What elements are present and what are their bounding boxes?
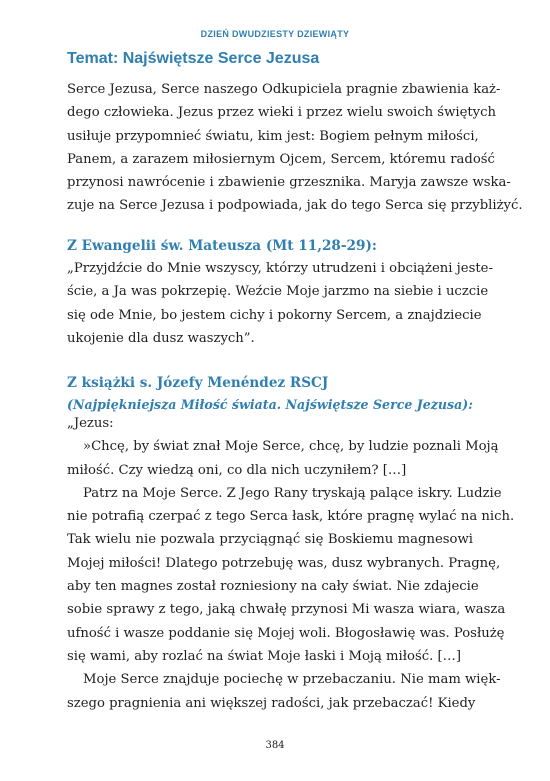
page-number: 384 — [265, 740, 285, 751]
text-line: Mojej miłości! Dlatego potrzebuję was, dusz wybranych. Pragnę, — [67, 555, 501, 571]
topic-title: Temat: Najświętsze Serce Jezusa — [67, 50, 320, 67]
text-line: Patrz na Moje Serce. Z Jego Rany tryskają palące iskry. Ludzie — [83, 485, 502, 501]
text-line: ukojenie dla dusz waszych”. — [67, 330, 255, 346]
text-line: Tak wielu nie pozwala przyciągnąć się Boskiemu magnesowi — [67, 532, 473, 548]
text-line: »Chcę, by świat znał Moje Serce, chcę, by ludzie poznali Moją — [83, 439, 499, 455]
text-line: dego człowieka. Jezus przez wieki i przez wielu swoich świętych — [67, 105, 497, 121]
text-line: usiłuje przypomnieć światu, kim jest: Bogiem pełnym miłości, — [67, 128, 479, 144]
text-line: ufność i wasze poddanie się Mojej woli. Błogosławię was. Posłużę — [67, 625, 505, 641]
text-line: Moje Serce znajduje pociechę w przebaczaniu. Nie mam więk- — [83, 672, 501, 688]
text-line: „Jezus: — [67, 416, 114, 431]
text-line: nie potrafią czerpać z tego Serca łask, które pragnę wylać na nich. — [67, 509, 515, 525]
book-heading: Z książki s. Józefy Menéndez RSCJ — [67, 375, 329, 391]
text-line: Panem, a zarazem miłosiernym Ojcem, Sercem, któremu radość — [67, 151, 495, 167]
text-line: się ode Mnie, bo jestem cichy i pokorny Sercem, a znajdziecie — [67, 307, 482, 323]
text-line: się wami, aby rozlać na świat Moje łaski i Moją miłość. […] — [67, 648, 461, 664]
text-line: ście, a Ja was pokrzepię. Weźcie Moje jarzmo na siebie i uczcie — [67, 284, 489, 300]
text-line: zuje na Serce Jezusa i podpowiada, jak do tego Serca się przybliżyć. — [67, 198, 523, 214]
text-line: „Przyjdźcie do Mnie wszyscy, którzy utrudzeni i obciążeni jeste- — [67, 261, 493, 276]
book-excerpt — [67, 412, 515, 715]
intro-paragraph — [67, 78, 523, 218]
text-line: szego pragnienia ani większej radości, jak przebaczać! Kiedy — [67, 695, 476, 711]
text-line: aby ten magnes został rozniesiony na cały świat. Nie zdajecie — [67, 579, 479, 595]
gospel-heading: Z Ewangelii św. Mateusza (Mt 11,28-29): — [67, 238, 377, 254]
gospel-quote — [67, 257, 493, 350]
text-line: Serce Jezusa, Serce naszego Odkupiciela pragnie zbawienia każ- — [67, 82, 501, 97]
book-subheading: (Najpiękniejsza Miłość świata. Najświętsze Serce Jezusa): — [67, 397, 473, 412]
text-line: sobie sprawy z tego, jaką chwałę przynosi Mi wasza wiara, wasza — [67, 602, 506, 618]
running-header: DZIEŃ DWUDZIESTY DZIEWIĄTY — [200, 29, 350, 39]
text-line: miłość. Czy wiedzą oni, co dla nich uczyniłem? […] — [67, 462, 407, 478]
text-line: przynosi nawrócenie i zbawienie grzesznika. Maryja zawsze wska- — [67, 175, 511, 191]
